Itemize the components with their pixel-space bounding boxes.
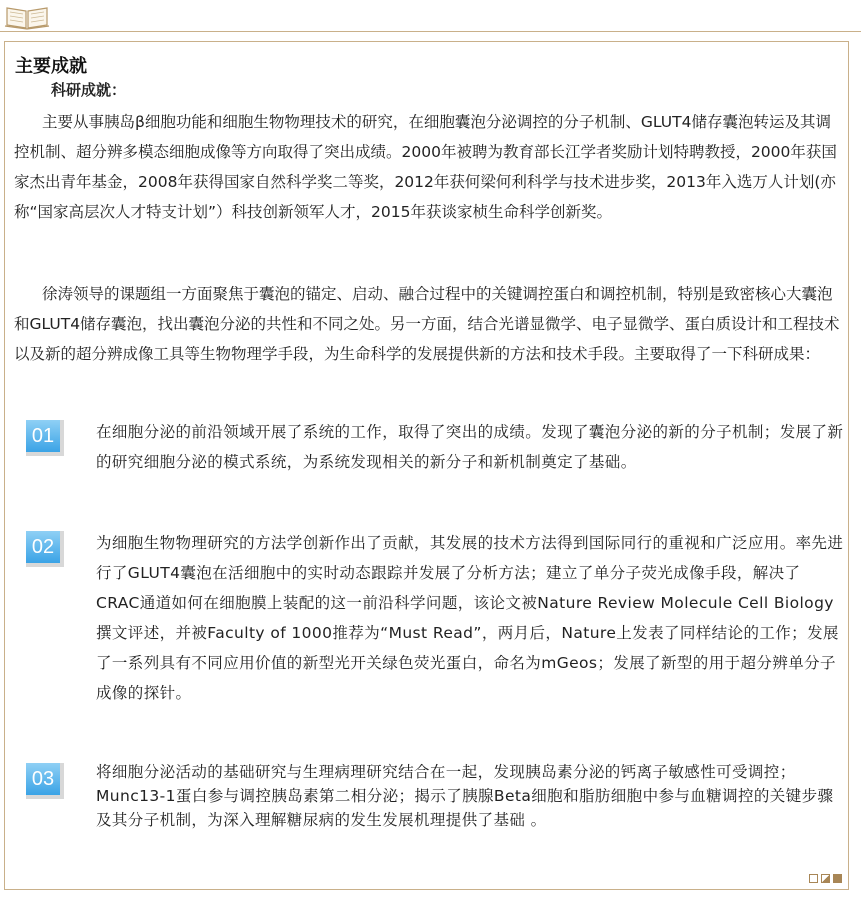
number-badge [23, 760, 65, 798]
number-badge [23, 417, 65, 455]
number-badge [23, 528, 65, 566]
achievements-panel [4, 41, 849, 890]
section-title: 主要成就 [15, 56, 87, 77]
corner-square-outline [809, 874, 818, 883]
badge-number: 02 [31, 536, 55, 558]
achievement-text: 在细胞分泌的前沿领域开展了系统的工作，取得了突出的成绩。发现了囊泡分泌的新的分子机制；发展了新的研究细胞分泌的模式系统，为系统发现相关的新分子和新机制奠定了基础。 [96, 423, 844, 471]
achievement-text: 将细胞分泌活动的基础研究与生理病理研究结合在一起，发现胰岛素分泌的钙离子敏感性可受调控；Munc13-1蛋白参与调控胰岛素第二相分泌；揭示了胰腺Beta细胞和脂肪细胞中参与血糖调控的关键步骤及其分子机制，为深入理解糖尿病的发生发展机理提供了基础 。 [96, 763, 834, 829]
corner-decoration [809, 874, 842, 883]
badge-number: 01 [31, 425, 55, 447]
research-paragraph: 徐涛领导的课题组一方面聚焦于囊泡的锚定、启动、融合过程中的关键调控蛋白和调控机制，特别是致密核心大囊泡和GLUT4储存囊泡，找出囊泡分泌的共性和不同之处。另一方面，结合光谱显微学、电子显微学、蛋白质设计和工程技术以及新的超分辨成像工具等生物物理学手段，为生命科学的发展提供新的方法和技术手段。主要取得了一下科研成果： [14, 285, 840, 363]
badge-number: 03 [31, 768, 55, 790]
header-divider [0, 31, 861, 32]
open-book-icon [4, 2, 50, 30]
section-subtitle: 科研成就： [51, 81, 127, 99]
achievement-text: 为细胞生物物理研究的方法学创新作出了贡献，其发展的技术方法得到国际同行的重视和广泛应用。率先进行了GLUT4囊泡在活细胞中的实时动态跟踪并发展了分析方法；建立了单分子荧光成像手段，解决了CRAC通道如何在细胞膜上装配的这一前沿科学问题，该论文被Nature Review Molecule Cell Biology 撰文评述，并被Faculty of 1000推荐为“Must Read”，两月后，Nature上发表了同样结论的工作；发展了一系列具有不同应用价值的新型光开关绿色荧光蛋白，命名为mGeos；发展了新型的用于超分辨单分子成像的探针。 [96, 534, 844, 702]
intro-paragraph: 主要从事胰岛β细胞功能和细胞生物物理技术的研究，在细胞囊泡分泌调控的分子机制、GLUT4储存囊泡转运及其调控机制、超分辨多模态细胞成像等方向取得了突出成绩。2000年被聘为教育部长江学者奖励计划特聘教授，2000年获国家杰出青年基金，2008年获得国家自然科学奖二等奖，2012年获何梁何利科学与技术进步奖，2013年入选万人计划(亦称“国家高层次人才特支计划”）科技创新领军人才，2015年获谈家桢生命科学创新奖。 [14, 113, 837, 221]
corner-square-filled [833, 874, 842, 883]
corner-square-half [821, 874, 830, 883]
